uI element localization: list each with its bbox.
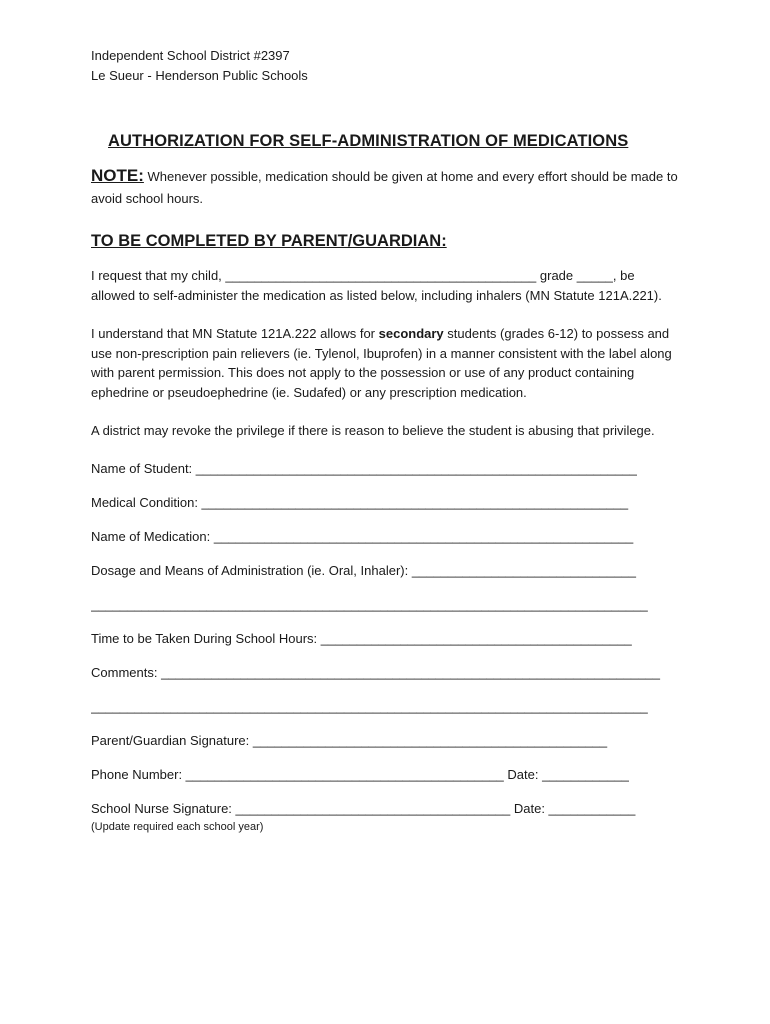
comments-field[interactable]: Comments: _____________________________________________________________________ xyxy=(91,664,660,680)
note-paragraph xyxy=(91,165,681,210)
note-label: NOTE: xyxy=(91,166,144,185)
district-name: Independent School District #2397 xyxy=(91,48,290,63)
note-text: Whenever possible, medication should be given at home and every effort should be made to avoid school hours. xyxy=(91,169,678,206)
nurse-signature-field[interactable]: School Nurse Signature: ______________________________________ Date: ____________ xyxy=(91,800,636,816)
statute-text-start: I understand that MN Statute 121A.222 allows for xyxy=(91,326,379,341)
comments-continuation-line[interactable]: _____________________________________________________________________________ xyxy=(91,698,648,714)
medical-condition-field[interactable]: Medical Condition: ___________________________________________________________ xyxy=(91,494,629,510)
update-note: (Update required each school year) xyxy=(91,820,264,833)
form-title: AUTHORIZATION FOR SELF-ADMINISTRATION OF MEDICATIONS xyxy=(108,132,629,150)
revoke-paragraph: A district may revoke the privilege if there is reason to believe the student is abusing that privilege. xyxy=(91,423,655,438)
statute-bold-word: secondary xyxy=(378,326,444,341)
parent-section-heading: TO BE COMPLETED BY PARENT/GUARDIAN: xyxy=(91,232,447,250)
medication-name-field[interactable]: Name of Medication: __________________________________________________________ xyxy=(91,528,634,544)
phone-date-field[interactable]: Phone Number: ____________________________________________ Date: ____________ xyxy=(91,766,629,782)
student-name-field[interactable]: Name of Student: _____________________________________________________________ xyxy=(91,460,637,476)
school-name: Le Sueur - Henderson Public Schools xyxy=(91,68,308,83)
dosage-continuation-line[interactable]: _____________________________________________________________________________ xyxy=(91,596,648,612)
statute-paragraph xyxy=(91,324,681,402)
authorization-form xyxy=(91,46,681,835)
request-paragraph: I request that my child, ___________________________________________ grade _____, be allowed to self-administer the medication as listed below, including inhalers (MN Statute 121A.221). xyxy=(91,268,662,303)
dosage-field[interactable]: Dosage and Means of Administration (ie. Oral, Inhaler): _______________________________ xyxy=(91,562,636,578)
parent-signature-field[interactable]: Parent/Guardian Signature: _________________________________________________ xyxy=(91,732,608,748)
statute-text-end: students (grades 6-12) to possess and use non-prescription pain relievers (ie. Tylenol, Ibuprofen) in a manner consistent with the label along with parent permission. This does not apply to the possession or use of any product containing ephedrine or pseudoephedrine (ie. Sudafed) or any prescription medication. xyxy=(91,326,672,400)
time-taken-field[interactable]: Time to be Taken During School Hours: ___________________________________________ xyxy=(91,630,632,646)
